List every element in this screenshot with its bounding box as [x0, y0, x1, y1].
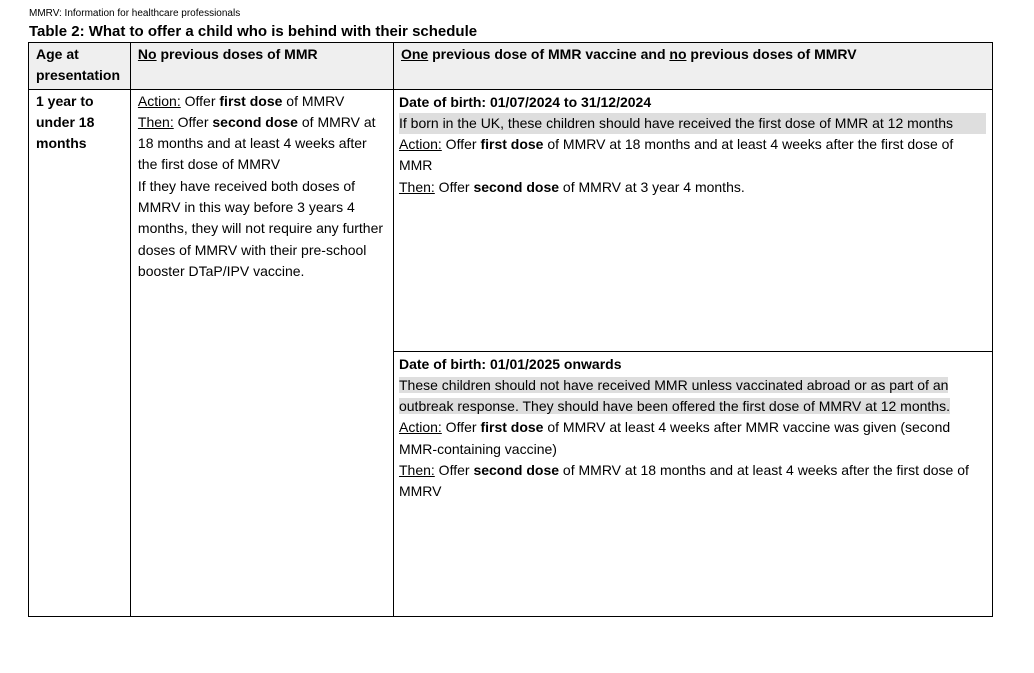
dob-2025-note-line2: outbreak response. They should have been offered the first dose of MMRV at 12 months. [398, 398, 950, 415]
action-label: Action: [398, 136, 442, 153]
header-no-previous-doses [130, 43, 393, 90]
dob-2024-then [399, 177, 986, 198]
action-label: Action: [137, 92, 181, 109]
dob-2024-heading: Date of birth: 01/07/2024 to 31/12/2024 [398, 93, 652, 110]
no-dose-cell [130, 89, 393, 616]
dob-2024-section [394, 90, 992, 352]
then-pre: Offer [434, 178, 474, 195]
dob-2025-heading: Date of birth: 01/01/2025 onwards [398, 355, 622, 372]
action-bold: first dose [480, 136, 544, 153]
header-one-mid: previous dose of MMR vaccine and [428, 46, 670, 62]
header-age: Age at presentation [29, 43, 131, 90]
table-header-row [29, 43, 993, 90]
dob-2024-note: If born in the UK, these children should have received the first dose of MMR at 12 months [399, 113, 986, 134]
no-dose-action [138, 91, 388, 112]
action-pre: Offer [180, 92, 220, 109]
dob-2025-action [399, 417, 986, 460]
action-bold: first dose [480, 419, 544, 436]
header-one-rest: previous doses of MMRV [686, 46, 857, 62]
action-post: of MMRV at 18 months and at least 4 weeks after the first dose of MMR [398, 136, 954, 174]
then-post: of MMRV at 18 months and at least 4 weeks after the first dose of MMRV [137, 113, 376, 173]
then-pre: Offer [434, 462, 474, 479]
then-post: of MMRV at 18 months and at least 4 weeks after the first dose of MMRV [398, 462, 969, 500]
then-label: Then: [398, 462, 435, 479]
action-post: of MMRV [282, 92, 345, 109]
then-bold: second dose [473, 462, 560, 479]
table-title: Table 2: What to offer a child who is behind with their schedule [29, 23, 478, 40]
age-cell: 1 year to under 18 months [29, 89, 131, 616]
then-bold: second dose [212, 113, 298, 130]
then-label: Then: [398, 178, 435, 195]
header-one-previous-dose [393, 43, 992, 90]
table-row [29, 89, 993, 616]
action-bold: first dose [219, 92, 283, 109]
header-no2-underlined: no [669, 46, 687, 62]
dob-2025-then [399, 460, 986, 503]
no-dose-then [138, 112, 388, 176]
action-post: of MMRV at least 4 weeks after MMR vaccine was given (second MMR-containing vaccine) [398, 419, 951, 457]
then-bold: second dose [473, 178, 560, 195]
dob-2025-section [394, 352, 992, 616]
running-header: MMRV: Information for healthcare professionals [29, 8, 241, 19]
one-dose-cell [393, 89, 992, 616]
action-label: Action: [398, 419, 442, 436]
dob-2025-note-line1: These children should not have received MMR unless vaccinated abroad or as part of an [398, 376, 949, 393]
action-pre: Offer [441, 136, 481, 153]
header-no-underlined: No [137, 46, 157, 62]
dob-2025-note [399, 375, 986, 418]
then-post: of MMRV at 3 year 4 months. [559, 178, 745, 195]
action-pre: Offer [441, 419, 481, 436]
schedule-table [28, 42, 993, 617]
then-pre: Offer [173, 113, 213, 130]
header-one-underlined: One [400, 46, 429, 62]
dob-2024-action [399, 134, 986, 177]
then-label: Then: [137, 113, 174, 130]
no-dose-note: If they have received both doses of MMRV in this way before 3 years 4 months, they will not require any further doses of MMRV with their pre-school booster DTaP/IPV vaccine. [137, 177, 384, 279]
header-no-rest: previous doses of MMR [156, 46, 318, 62]
